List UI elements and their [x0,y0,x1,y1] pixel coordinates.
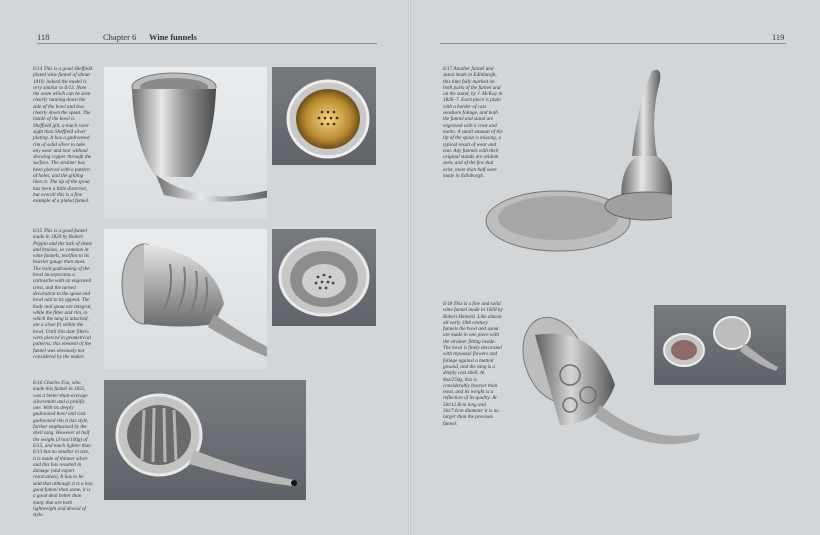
book-gutter [408,0,411,535]
photo-pierced-strainer [272,229,376,326]
caption-6-14: 6/14 This is a good Sheffield plated wine funnel of about 1810; indeed the model is very similar to 6/13. Note the seam which can be seen clearly running down the side of the bowl and less clearly down the spout. The inside of the bowl is Sheffield gilt, a much rarer sight than Sheffield silver plating. It has a gadrooned rim of solid silver to take any wear and tear without showing copper through the surface. The strainer has been pierced with a pattern of holes, and the gilding lines it. The tip of the spout has been a little distorted, but overall this is a fine example of a plated funnel. [33,66,93,205]
photo-gadrooned-bowl [104,380,306,500]
right-page-number: 119 [772,32,785,42]
photo-funnel-parts [654,305,786,385]
photo-gilt-interior [272,67,376,165]
caption-6-15: 6/15 This is a good funnel made in 1820 by Robert Peppin and the lack of dents and bruises, so common in wine funnels, testifies to its heavier gauge than most. The bold gadrooning of the bowl incorporates a cartouche with an engraved crest, and the turned decoration to the spout and bowl add to its appeal. The body and spout are integral, while the filter and rim, to which the tang is attached, are a close fit within the bowl. Until this date filters were pierced in geometrical patterns; this element of the funnel was obviously not considered by the maker. [33,228,92,360]
left-page-number: 118 [37,32,50,42]
header-rule-left [37,43,377,44]
chapter-title: Wine funnels [149,32,197,42]
caption-6-16: 6/16 Charles Fox, who made this funnel in 1825, was a better-than-average silversmith and a prolific one. With its deeply gadrooned bowl and cast gadrooned rim it has style, further emphasised by the shell tang. However at half the weight (3¼oz/100g) of 6/15, and much lighter than 6/13 but no smaller in size, it is made of thinner silver and this has resulted in damage (and expert restoration). It has to be said that although it is a less good funnel than some, it is a good deal better than many that are both lightweight and devoid of style. [33,380,93,519]
caption-6-18: 6/18 This is a fine and solid wine funnel made in 1828 by Robert Hennell. Like almost all early 19th century funnels the bowl and spout are made in one piece with the strainer fitting inside. The bowl is finely decorated with repoussé flowers and foliage against a matted ground, and the tang is a deeply cast shell. At 8oz/250g, this is considerably heavier than most, and its weight is a reflection of its quality. At 5in/12.8cm long and 3in/7.6cm diameter it is no larger than the previous funnel. [443,301,503,427]
photo-plated-funnel [104,67,267,219]
caption-6-17: 6/17 Another funnel and stand made in Edinburgh, this time fully marked on both parts of the funnel and on the stand, by J. McKay in 1826–7. Each piece is plain with a border of cast seashore foliage, and both the funnel and stand are engraved with a crest and motto. A small amount of the tip of the spout is missing, a typical result of wear and tear. Any funnels with their original stands are seldom seen, and of the few that exist, more than half were made in Edinburgh. [443,66,503,180]
chapter-label: Chapter 6 [103,32,137,42]
header-rule-right [440,43,786,44]
photo-funnel-and-stand [482,66,672,261]
photo-gadrooned-funnel [104,229,267,369]
